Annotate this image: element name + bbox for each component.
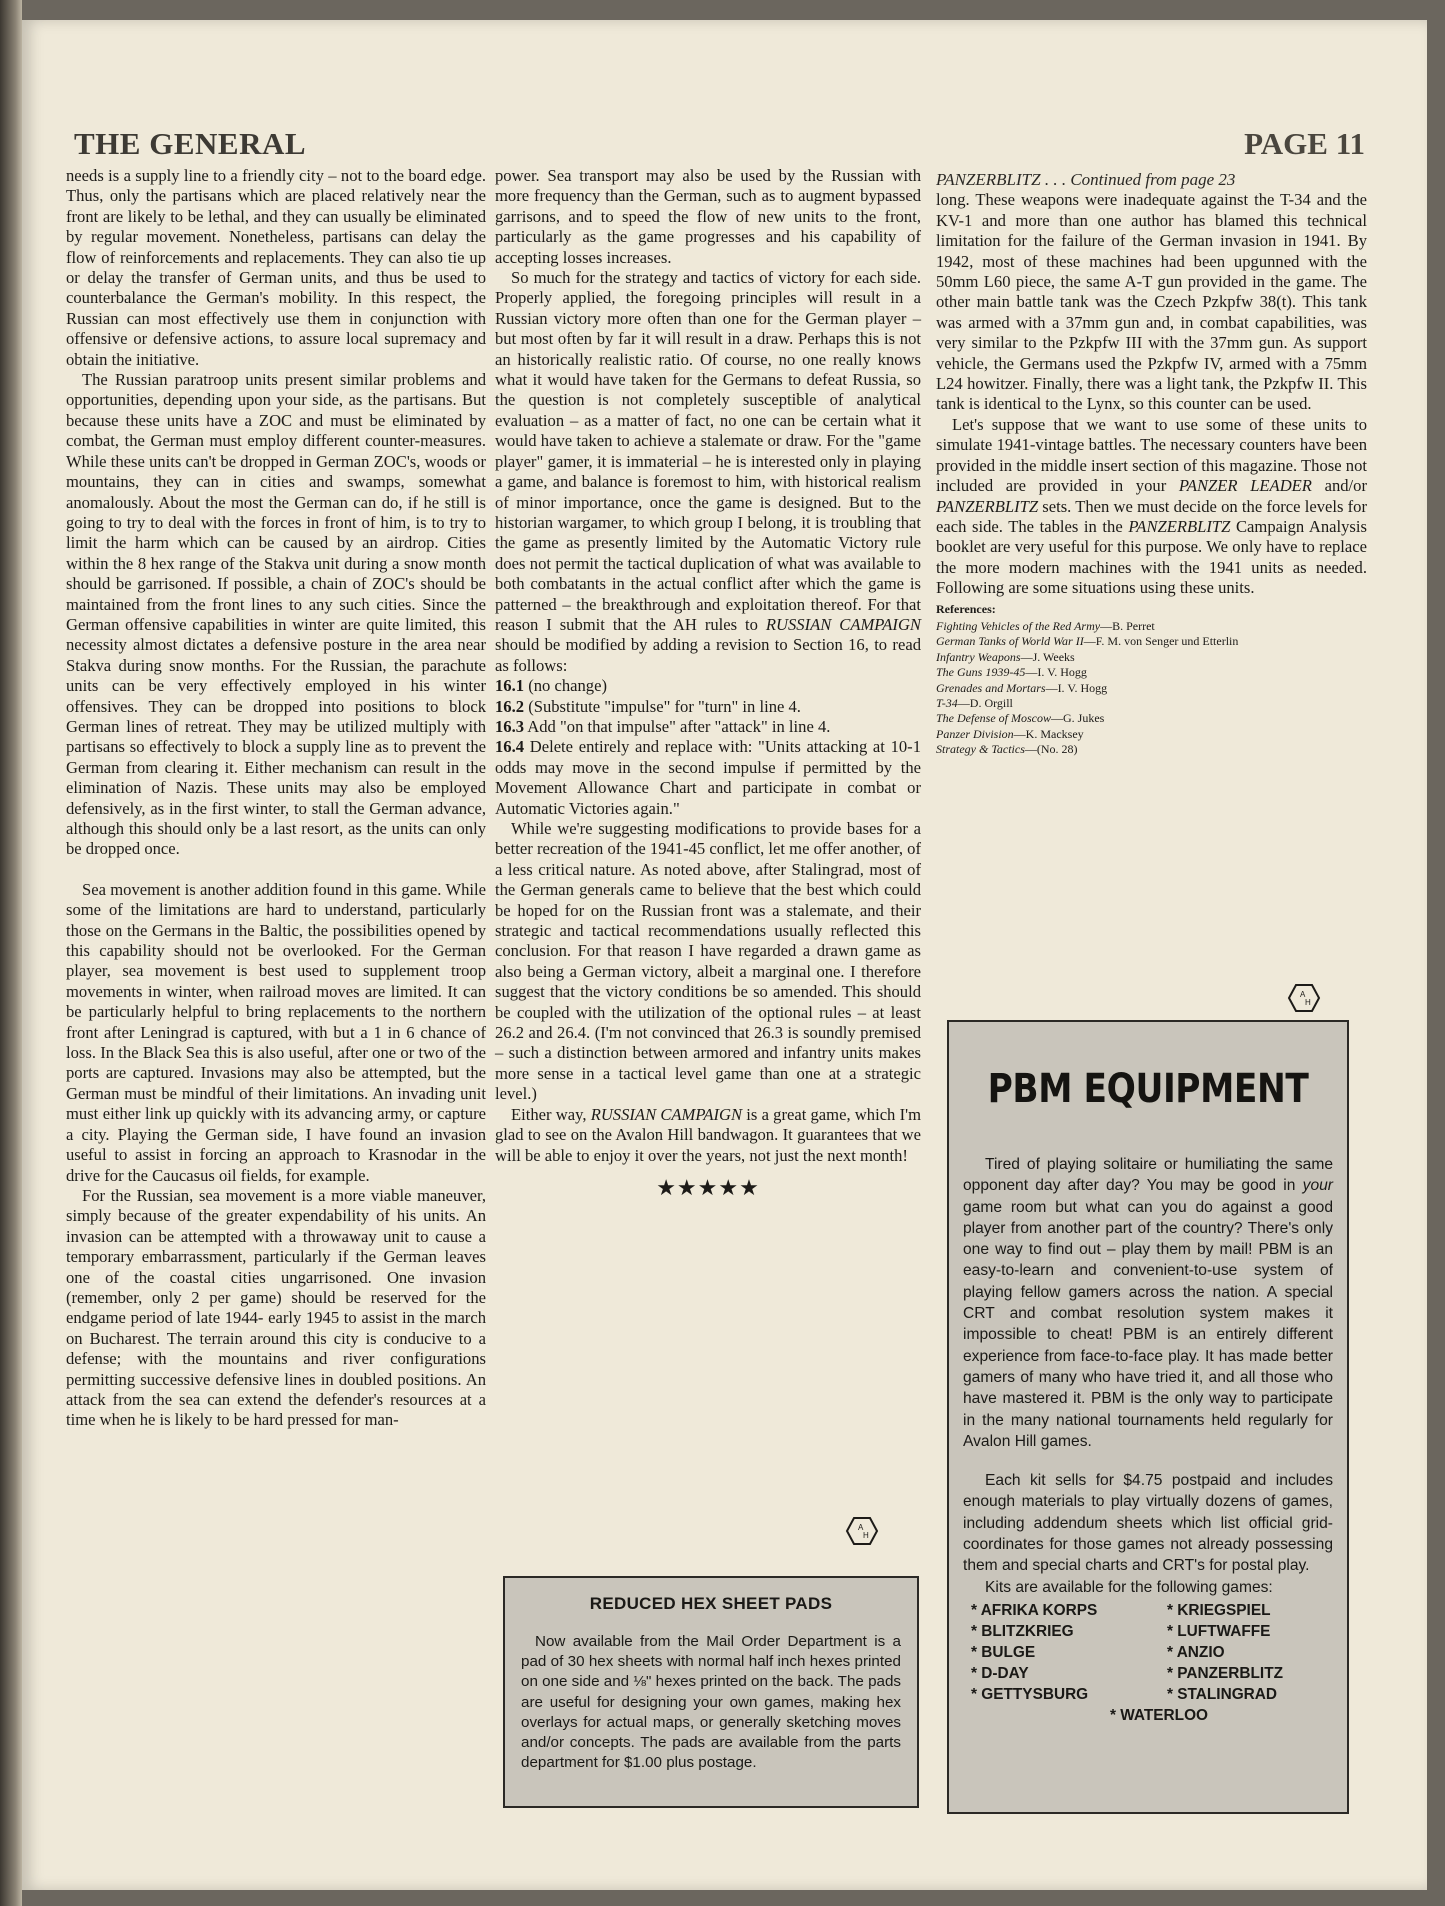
- paragraph: power. Sea transport may also be used by the Russian with more frequency than the German, such as to augment bypassed garrisons, and to speed the flow of new units to the front, particularly as the game progresses and his capability of accepting losses increases.: [495, 166, 921, 267]
- page-number: PAGE 11: [1244, 126, 1365, 161]
- svg-text:A: A: [858, 1523, 864, 1532]
- reference-item: The Guns 1939-45—I. V. Hogg: [936, 665, 1087, 680]
- reference-item: Strategy & Tactics—(No. 28): [936, 742, 1078, 757]
- article-column-1: [66, 166, 486, 1431]
- game-kit-item: * ANZIO: [1167, 1643, 1225, 1661]
- paragraph: The Russian paratroop units present similar problems and opportunities, depending upon your side, as the partisans. But because these units have a ZOC and must be eliminated by combat, the German must employ different counter-measures. While these units can't be dropped in German ZOC's, woods or mountains, they can in cities and swamps, somewhat anomalously. About the most the German can do, if he still is going to try to deal with the forces in front of him, is to try to limit the harm which can be caused by an airdrop. Cities within the 8 hex range of the Stakva unit during a snow month should be garrisoned. If possible, a chain of ZOC's should be maintained from the front lines to any such cities. Since the German offensive capabilities in winter are quite limited, this necessity almost dictates a defensive posture in the area near Stakva during snow months. For the Russian, the parachute units can be very effectively employed in his winter offensives. They can be dropped into positions to block German lines of retreat. They may be utilized multiply with partisans so effectively to block a supply line as to prevent the German from clearing it. Either mechanism can result in the elimination of Nazis. These units may also be employed defensively, as in the first winter, to stall the German advance, although this should only be a last resort, as the units can only be dropped once.: [66, 370, 486, 859]
- paragraph: So much for the strategy and tactics of victory for each side. Properly applied, the foregoing principles will result in a Russian victory more often than one for the German player – but most often by far it will result in a draw. Perhaps this is not an historically realistic ratio. Of course, no one really knows what it would have taken for the Germans to defeat Russia, so the question is not completely susceptible of analytical evaluation – as a matter of fact, no one can be certain what it would have taken to achieve a stalemate or draw. For the "game player" gamer, it is immaterial – he is interested only in playing a game, and balance is foremost to him, with historical realism of minor importance, once the game is designed. But to the historian wargamer, to which group I belong, it is troubling that the game as presently limited by the Automatic Victory rule does not permit the tactical duplication of what was available to both combatants in the actual conflict after which the game is patterned – the breakthrough and exploitation thereof. For that reason I submit that the AH rules to RUSSIAN CAMPAIGN should be modified by adding a revision to Section 16, to read as follows:: [495, 268, 921, 675]
- paragraph: Either way, RUSSIAN CAMPAIGN is a great game, which I'm glad to see on the Avalon Hill bandwagon. It guarantees that we will be able to enjoy it over the years, not just the next month!: [495, 1104, 921, 1165]
- reference-item: Infantry Weapons—J. Weeks: [936, 649, 1075, 664]
- paragraph: long. These weapons were inadequate against the T-34 and the KV-1 and more than one author has blamed this technical limitation for the failure of the German invasion in 1941. By 1942, most of these machines had been upgunned with the 50mm L60 piece, the same A-T gun provided in the game. The other main battle tank was the Czech Pzkpfw 38(t). This tank was armed with a 37mm gun and, in combat capabilities, was very similar to the Pzkpfw III with the 37mm gun. As support vehicle, the Germans used the Pzkpfw IV, armed with a 75mm L24 howitzer. Finally, there was a light tank, the Pzkpfw II. This tank is identical to the Lynx, so this counter can be used.: [936, 190, 1367, 414]
- game-title: RUSSIAN CAMPAIGN: [765, 614, 921, 634]
- references-list: [936, 619, 1367, 758]
- game-kit-item: * PANZERBLITZ: [1167, 1664, 1283, 1682]
- paragraph: Kits are available for the following games:: [985, 1578, 1273, 1596]
- ad-title: REDUCED HEX SHEET PADS: [589, 1594, 833, 1613]
- paragraph: While we're suggesting modifications to provide bases for a better recreation of the 1941-45 conflict, let me offer another, of a less critical nature. As noted above, after Stalingrad, most of the German generals came to believe that the best which could be hoped for on the Russian front was a stalemate, and their strategic and tactical recommendations usually reflected this conclusion. For that reason I have regarded a drawn game as also being a German victory, albeit a marginal one. I therefore suggest that the victory conditions be so amended. This should be coupled with the utilization of the optional rules – at least 26.2 and 26.4. (I'm not convinced that 26.3 is soundly premised – such a distinction between armored and infantry units makes more sense in a tactical level game than one at a strategic level.): [495, 819, 921, 1104]
- rule-revision: 16.4 Delete entirely and replace with: "Units attacking at 10-1 odds may move in the second impulse if permitted by the Movement Allowance Chart and participate in combat or Automatic Victories again.": [495, 737, 922, 818]
- game-kit-list: [971, 1600, 1333, 1726]
- paragraph: For the Russian, sea movement is a more viable maneuver, simply because of the greater expendability of his units. An invasion can be attempted with a throwaway unit to cause a temporary embarrassment, particularly if the German leaves one of the coastal cities ungarrisoned. One invasion (remember, only 2 per game) should be reserved for the endgame period of late 1944- early 1945 to assist in the march on Bucharest. The terrain around this city is conducive to a defense; with the mountains and river configurations permitting successive defensive lines in doubled positions. An attack from the sea can extend the defender's resources at a time when he is likely to be hard pressed for man-: [66, 1185, 486, 1430]
- rule-revision: 16.2 (Substitute "impulse" for "turn" in line 4.: [495, 696, 801, 716]
- game-kit-item: * AFRIKA KORPS: [971, 1601, 1098, 1619]
- game-kit-item: * STALINGRAD: [1167, 1685, 1278, 1703]
- avalon-hill-logo-icon: [845, 1516, 879, 1546]
- rule-revision: 16.1 (no change): [495, 676, 607, 696]
- ad-title: PBM EQUIPMENT: [987, 1066, 1309, 1112]
- references-heading: References:: [936, 601, 996, 616]
- rule-revision: 16.3 Add "on that impulse" after "attack" in line 4.: [495, 716, 831, 736]
- end-stars: ★★★★★: [656, 1174, 760, 1200]
- masthead: THE GENERAL: [74, 126, 307, 161]
- game-kit-item: * D-DAY: [971, 1664, 1029, 1682]
- svg-text:H: H: [1305, 998, 1311, 1007]
- reference-item: Grenades and Mortars—I. V. Hogg: [936, 680, 1108, 695]
- game-kit-item: * LUFTWAFFE: [1167, 1622, 1271, 1640]
- paragraph: Let's suppose that we want to use some of these units to simulate 1941-vintage battles. The necessary counters have been provided in the middle insert section of this magazine. Those not included are provided in your PANZER LEADER and/or PANZERBLITZ sets. Then we must decide on the force levels for each side. The tables in the PANZERBLITZ Campaign Analysis booklet are very useful for this purpose. We only have to replace the more modern machines with the 1941 units as needed. Following are some situations using these units.: [936, 414, 1367, 598]
- game-kit-item: * WATERLOO: [1109, 1706, 1209, 1724]
- continued-note: PANZERBLITZ . . . Continued from page 23: [936, 170, 1236, 189]
- article-column-3: [936, 170, 1367, 758]
- reference-item: The Defense of Moscow—G. Jukes: [936, 711, 1105, 726]
- svg-text:A: A: [1300, 990, 1306, 999]
- svg-text:H: H: [863, 1531, 869, 1540]
- avalon-hill-logo-icon: [1287, 983, 1321, 1013]
- game-kit-item: * GETTYSBURG: [971, 1685, 1089, 1703]
- reference-item: Fighting Vehicles of the Red Army—B. Perret: [936, 618, 1155, 633]
- reference-item: German Tanks of World War II—F. M. von Senger und Etterlin: [936, 634, 1239, 649]
- article-column-2: [495, 166, 921, 1198]
- ad-text: Now available from the Mail Order Department is a pad of 30 hex sheets with normal half inch hexes printed on one side and ⅛" hexes printed on the back. The pads are useful for designing your own games, making hex overlays for actual maps, or generally sketching moves and/or concepts. The pads are available from the parts department for $1.00 plus postage.: [521, 1633, 902, 1772]
- pbm-equipment-ad: [947, 1020, 1349, 1814]
- reduced-hex-sheet-pads-ad: [503, 1576, 919, 1808]
- magazine-spine: [0, 0, 22, 1906]
- reference-item: Panzer Division—K. Macksey: [936, 726, 1084, 741]
- paragraph: Sea movement is another addition found in this game. While some of the limitations are hard to understand, particularly those on the Germans in the Baltic, the possibilities opened by this capability should not be overlooked. For the German player, sea movement is best used to supplement troop movements in winter, when railroad moves are limited. It can be particularly helpful to bring replacements to the northern front after Leningrad is captured, with but a 1 in 6 chance of loss. In the Black Sea this is also useful, after one or two of the ports are captured. Invasions may also be attempted, but the German must be mindful of their limitations. An invading unit must either link up quickly with its advancing army, or capture a city. Playing the German side, I have found an invasion useful to assist in forcing an approach to Krasnodar in the drive for the Caucasus oil fields, for example.: [66, 879, 486, 1185]
- magazine-page: [22, 20, 1427, 1890]
- game-kit-item: * BLITZKRIEG: [971, 1622, 1074, 1640]
- paragraph: Each kit sells for $4.75 postpaid and includes enough materials to play virtually dozens of games, including addendum sheets which list official grid-coordinates for those games not already possessing them and special charts and CRT's for postal play.: [963, 1472, 1333, 1575]
- game-title: RUSSIAN CAMPAIGN: [590, 1104, 743, 1124]
- reference-item: T-34—D. Orgill: [936, 695, 1013, 710]
- ad-text: [963, 1154, 1333, 1598]
- paragraph: Tired of playing solitaire or humiliating the same opponent day after day? You may be good in your game room but what can you do against a good player from another part of the country? There's only one way to find out – play them by mail! PBM is an easy-to-learn and convenient-to-use system of playing fellow gamers across the nation. A special CRT and combat resolution system makes it impossible to cheat! PBM is an entirely different experience from face-to-face play. It has made better gamers of many who have tried it, and all those who have mastered it. PBM is the only way to participate in the many national tournaments held regularly for Avalon Hill games.: [963, 1156, 1333, 1450]
- game-kit-item: * BULGE: [971, 1643, 1036, 1661]
- paragraph: needs is a supply line to a friendly city – not to the board edge. Thus, only the partisans which are placed relatively near the front are likely to be lethal, and they can usually be eliminated by regular movement. Nonetheless, partisans can delay the flow of reinforcements and replacements. They can also tie up or delay the transfer of German units, and thus be used to counterbalance the German's mobility. In this respect, the Russian can most effectively use them in conjunction with offensive or defensive actions, to assure local supremacy and obtain the initiative.: [66, 166, 486, 369]
- game-kit-item: * KRIEGSPIEL: [1167, 1601, 1271, 1619]
